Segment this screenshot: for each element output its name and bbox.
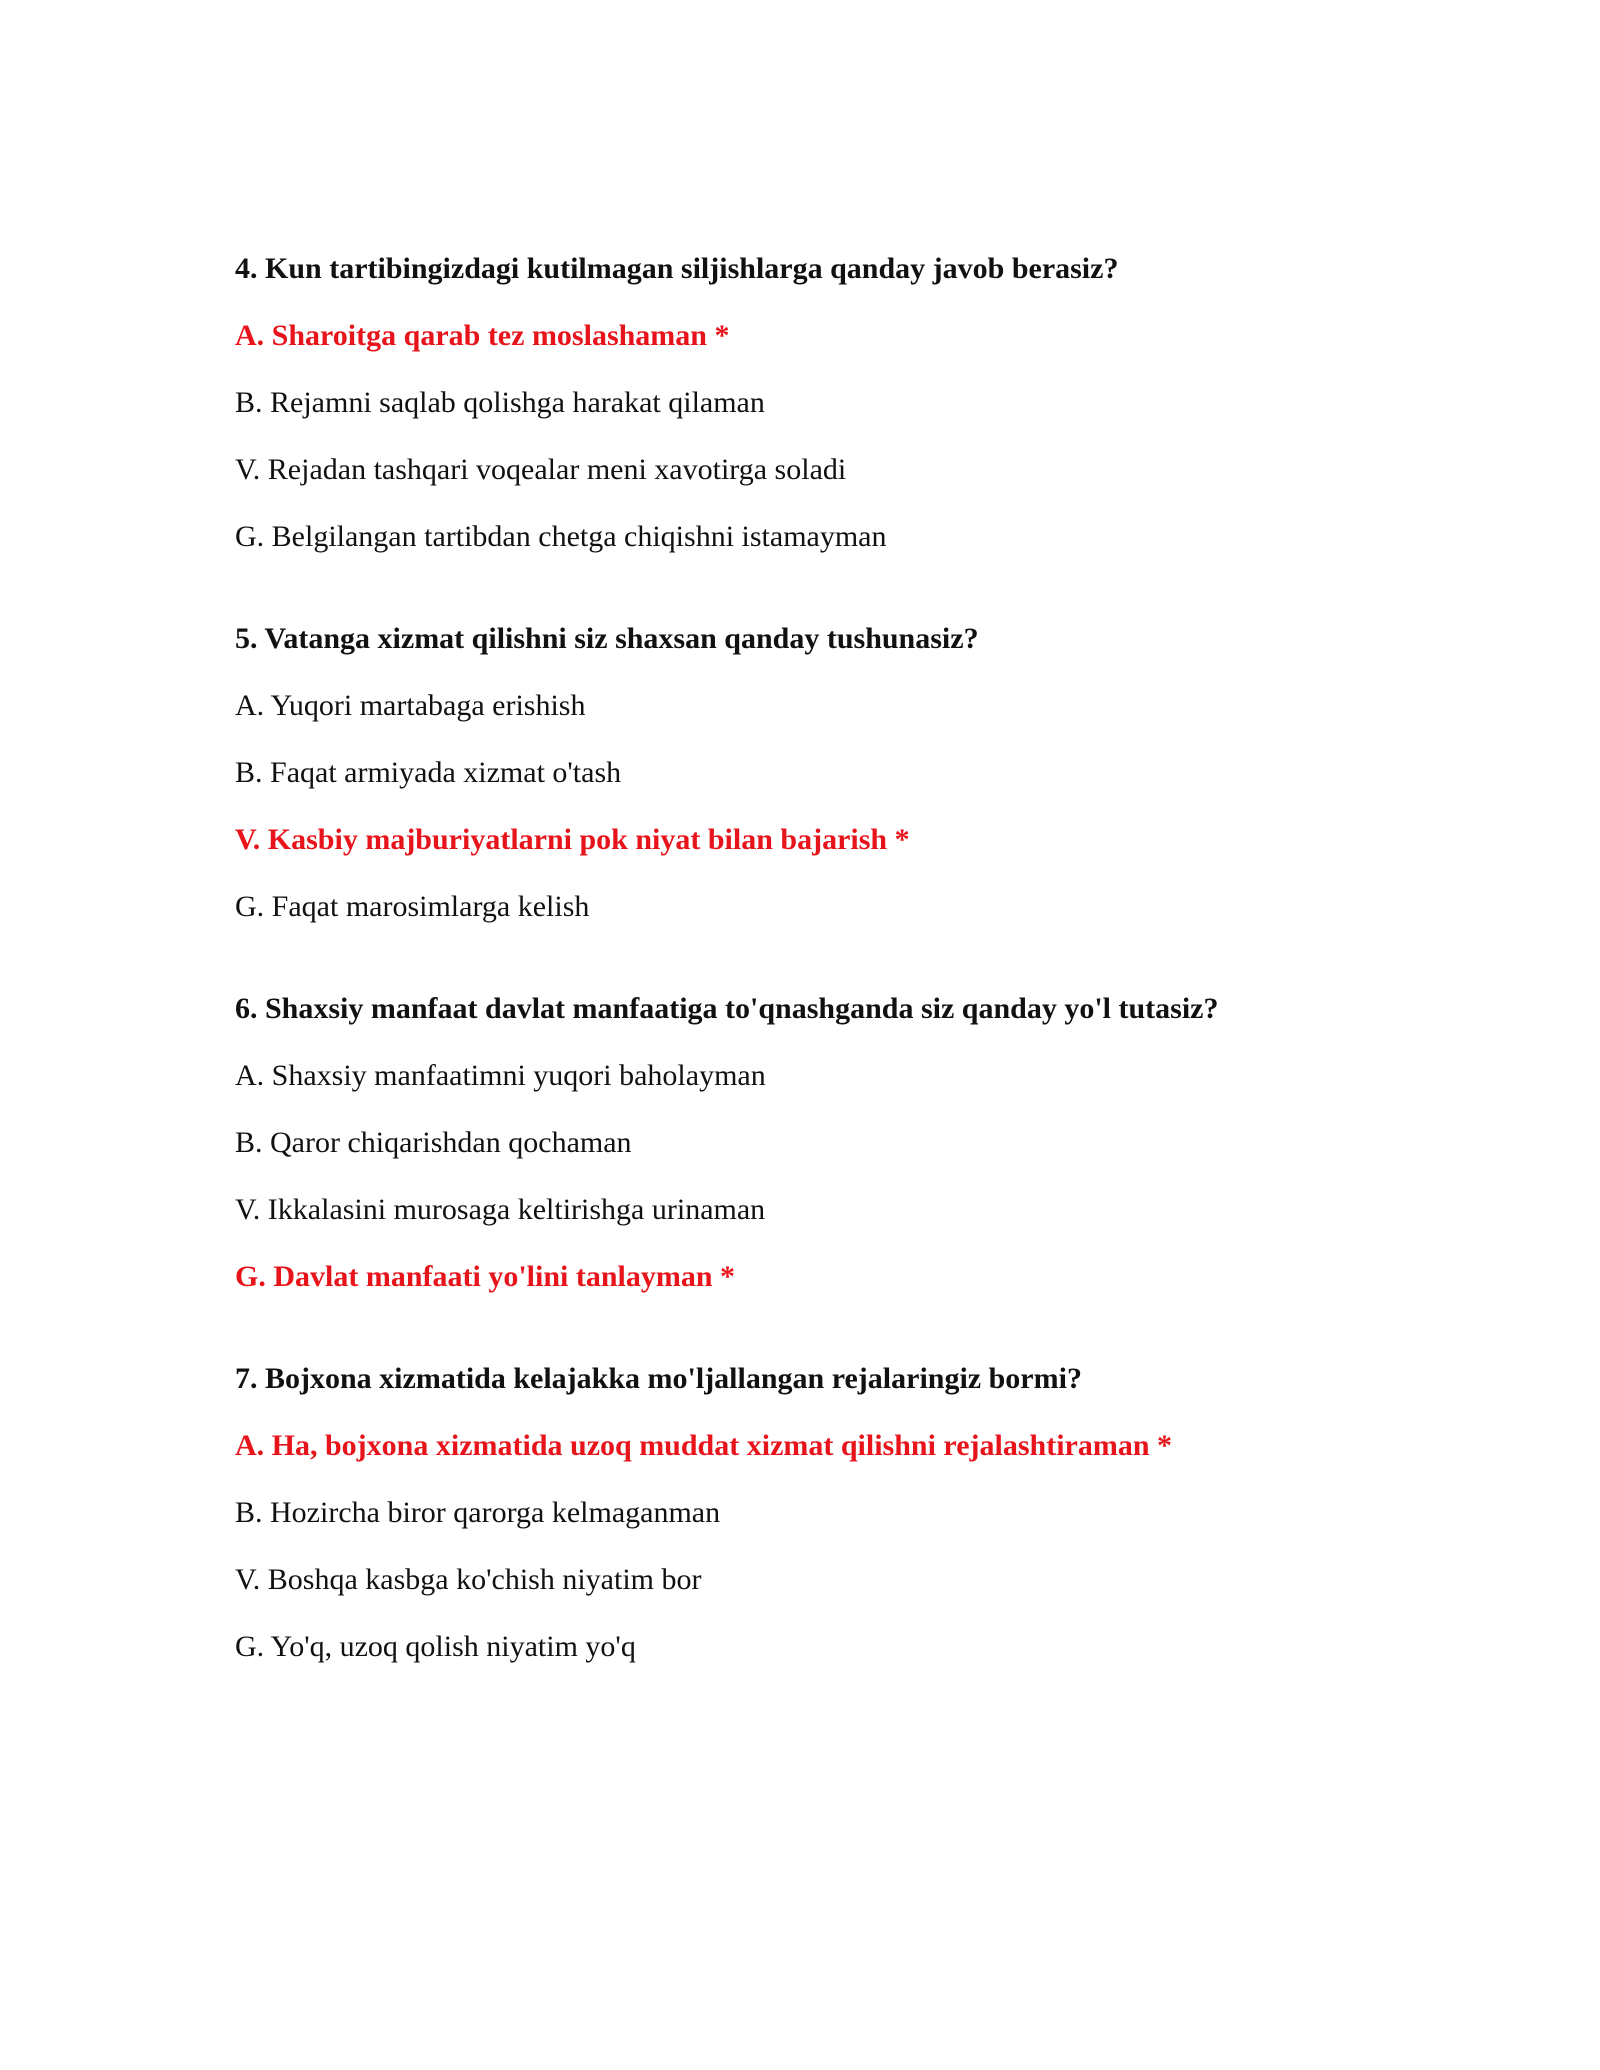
answer-option-v: V. Kasbiy majburiyatlarni pok niyat bilan bajarish * xyxy=(235,823,910,856)
answer-option-g: G. Davlat manfaati yo'lini tanlayman * xyxy=(235,1260,736,1293)
answer-option-v: V. Rejadan tashqari voqealar meni xavotirga soladi xyxy=(235,453,847,486)
answer-option-b: B. Rejamni saqlab qolishga harakat qilaman xyxy=(235,386,765,419)
answer-option-a: A. Shaxsiy manfaatimni yuqori baholayman xyxy=(235,1059,766,1092)
question-block-7 xyxy=(235,1362,1415,1664)
answer-option-b: B. Hozircha biror qarorga kelmaganman xyxy=(235,1496,721,1529)
answer-option-g: G. Yo'q, uzoq qolish niyatim yo'q xyxy=(235,1630,636,1663)
question-title: 4. Kun tartibingizdagi kutilmagan siljishlarga qanday javob berasiz? xyxy=(235,252,1119,285)
question-block-6 xyxy=(235,992,1415,1294)
answer-option-b: B. Faqat armiyada xizmat o'tash xyxy=(235,756,622,789)
question-title: 7. Bojxona xizmatida kelajakka mo'ljallangan rejalaringiz bormi? xyxy=(235,1362,1082,1395)
answer-option-v: V. Ikkalasini murosaga keltirishga urinaman xyxy=(235,1193,766,1226)
question-title: 6. Shaxsiy manfaat davlat manfaatiga to'qnashganda siz qanday yo'l tutasiz? xyxy=(235,992,1219,1025)
answer-option-a: A. Yuqori martabaga erishish xyxy=(235,689,586,722)
answer-option-a: A. Sharoitga qarab tez moslashaman * xyxy=(235,319,730,352)
answer-option-b: B. Qaror chiqarishdan qochaman xyxy=(235,1126,632,1159)
answer-option-g: G. Belgilangan tartibdan chetga chiqishni istamayman xyxy=(235,520,887,553)
document-page xyxy=(235,252,1415,1664)
answer-option-v: V. Boshqa kasbga ko'chish niyatim bor xyxy=(235,1563,702,1596)
answer-option-g: G. Faqat marosimlarga kelish xyxy=(235,890,590,923)
question-title: 5. Vatanga xizmat qilishni siz shaxsan qanday tushunasiz? xyxy=(235,622,979,655)
question-block-5 xyxy=(235,622,1415,924)
question-block-4 xyxy=(235,252,1415,554)
answer-option-a: A. Ha, bojxona xizmatida uzoq muddat xizmat qilishni rejalashtiraman * xyxy=(235,1429,1173,1462)
